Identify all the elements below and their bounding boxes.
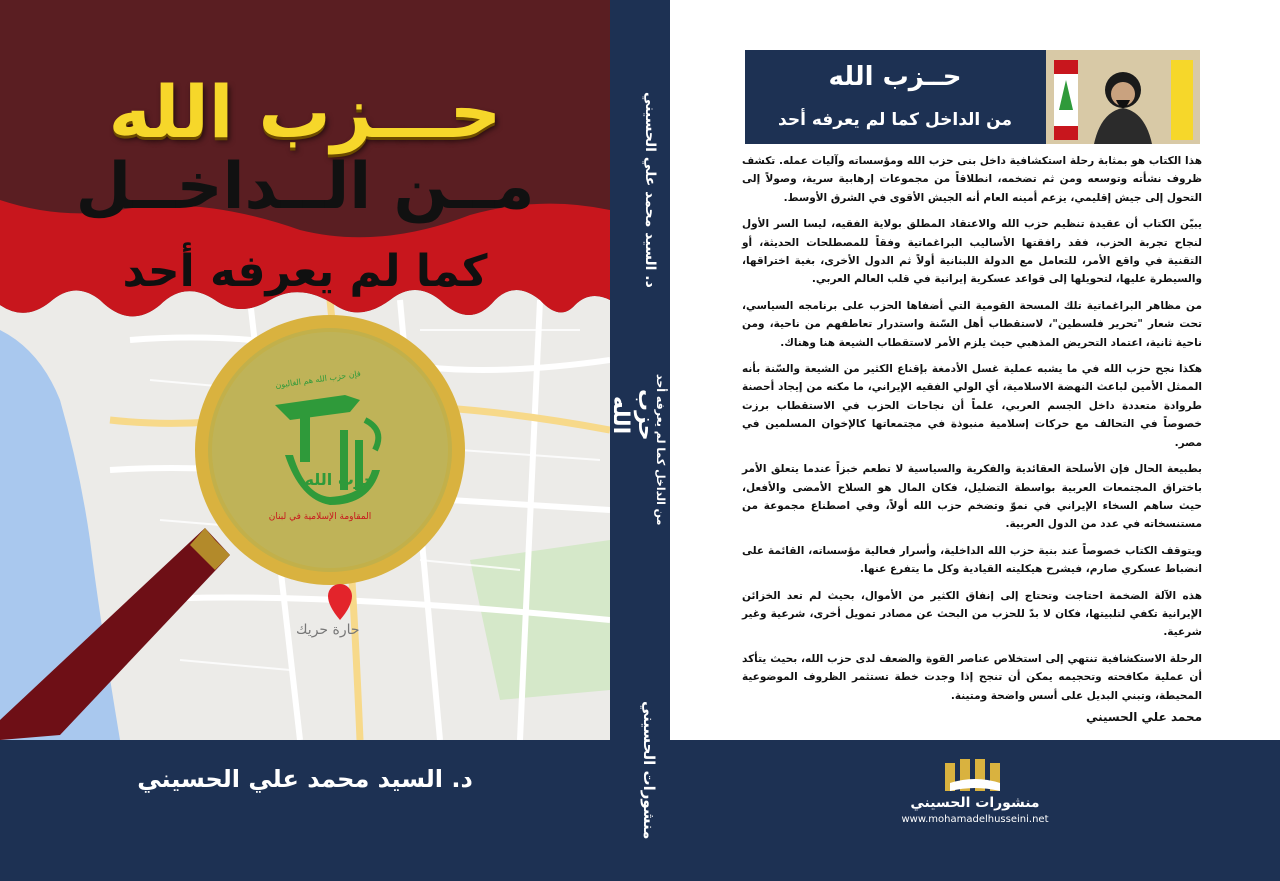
emblem-name: حزب الله (304, 470, 376, 489)
emblem-bottom-text: المقاومة الإسلامية في لبنان (268, 512, 372, 522)
blurb-paragraph: بطبيعة الحال فإن الأسلحة العقائدية والفكرية والسياسية لا تطعم خبزاً عندما يتعلق الأمر باختراق المجتمعات العربية بواسطة التضليل، فكان المال هو السلاح الأمضى والأفعل، حيث ساهم السخاء الإيراني في نموّ وتضخم حزب الله أولاً، وفي اصطناع مجموعة من مستنسخاته في عدد من الدول العربية. (742, 463, 1202, 531)
back-subtitle: من الداخل كما لم يعرفه أحد (778, 110, 1012, 130)
blurb-paragraph: من مظاهر البراغماتية تلك المسحة القومية التي أضفاها الحزب على برنامجه السياسي، تحت شعار "تحرير فلسطين"، لاستقطاب أهل السّنة واستدرار تعاطفهم من ناحية، ومن ناحية ثانية، اعتماد التحريض المذهبي حيث يلزم الأمر لاستقطاب الشيعة هنا وهناك. (742, 299, 1202, 349)
spine-subtitle: من الداخل كما لم يعرفه أحد (654, 374, 667, 526)
blurb-paragraph: هذا الكتاب هو بمثابة رحلة استكشافية داخل بنى حزب الله ومؤسساته وآليات عمله. تكشف ظروف نشأته وتوسعه ومن ثم تضخمه، انطلاقاً من مجموعات إرهابية سرية، وصولاً إلى التحول إلى جيش إقليمي، يزعم أمينه العام أنه الجيش الأقوى في الشرق الأوسط. (742, 155, 1202, 204)
publisher-url: www.mohamadelhusseini.net (901, 814, 1049, 825)
map-pin-label: حارة حريك (296, 622, 360, 638)
blurb-paragraph: ويتوقف الكتاب خصوصاً عند بنية حزب الله الداخلية، وأسرار فعالية مؤسساته، القائمة على انضباط عسكري صارم، فيشرح هيكليته القيادية وكل ما يتفرع عنها. (742, 544, 1202, 576)
emblem-top-text: فإن حزب الله هم الغالبون (274, 369, 362, 390)
front-subtitle-2: كما لم يعرفه أحد (122, 246, 488, 297)
spine-title: حزب الله (608, 389, 658, 441)
blurb-paragraph: هكذا نجح حزب الله في ما يشبه عملية غسل الأدمغة بإقناع الكثير من الشيعة والسّنة بأنه الممثل الأمين لباعث النهضة الاسلامية، أي الولي الفقيه الإيراني، ما مكنه من إيجاد أحصنة طروادة متعددة داخل الجسم العربي، علماً أن نجاحات الحزب في الاستقطاب برزت خصوصاً في التحالف مع حركات إسلامية منبوذة في مجتمعاتها كالإخوان المسلمين في مصر. (742, 363, 1202, 449)
front-author: د. السيد محمد علي الحسيني (137, 765, 473, 793)
front-subtitle-1: مــن الــداخــل (75, 150, 535, 224)
back-blurb (742, 152, 1202, 713)
spine-publisher: منشورات الحسيني (640, 700, 658, 840)
front-cover (0, 0, 610, 881)
blurb-paragraph: يبيّن الكتاب أن عقيدة تنظيم حزب الله والاعتقاد المطلق بولاية الفقيه، ليسا السر الأول لنجاح تجربة الحزب، فقد رافقتها الأساليب البراغماتية وفقاً للمصطلحات الحديثة، أو التقنية في واقع الأمر، للتعامل مع الدولة اللبنانية أولاً ثم الدول الأخرى، بغية اختراقها، والسيطرة عليها، لتحويلها إلى قواعد عسكرية إيرانية في قلب العالم العربي. (742, 218, 1202, 286)
blurb-paragraph: هذه الآلة الضخمة احتاجت وتحتاج إلى إنفاق الكثير من الأموال، بحيث لم تعد الخزائن الإيرانية تكفي لتلبيتها، فكان لا بدّ للحزب من البحث عن مصادر تمويل أخرى، شرعية وغير شرعية. (742, 589, 1202, 639)
spine-author: د. السيد محمد علي الحسيني (642, 92, 658, 288)
blurb-paragraph: الرحلة الاستكشافية تنتهي إلى استخلاص عناصر القوة والضعف لدى حزب الله، بحيث يتأكد أن عملية مكافحته وتحجيمه يمكن أن تنجح إذا وجدت خطة تستثمر الظروف الموضوعية المحيطة، وتبني البديل على أسس واضحة ومتينة. (742, 652, 1202, 702)
back-signature: محمد علي الحسيني (1085, 710, 1202, 724)
publisher-name: منشورات الحسيني (910, 795, 1040, 811)
front-bottom-band (0, 740, 610, 881)
back-title: حــزب الله (828, 62, 962, 92)
author-photo (1046, 50, 1200, 144)
front-title: حـــزب الله (108, 70, 502, 154)
